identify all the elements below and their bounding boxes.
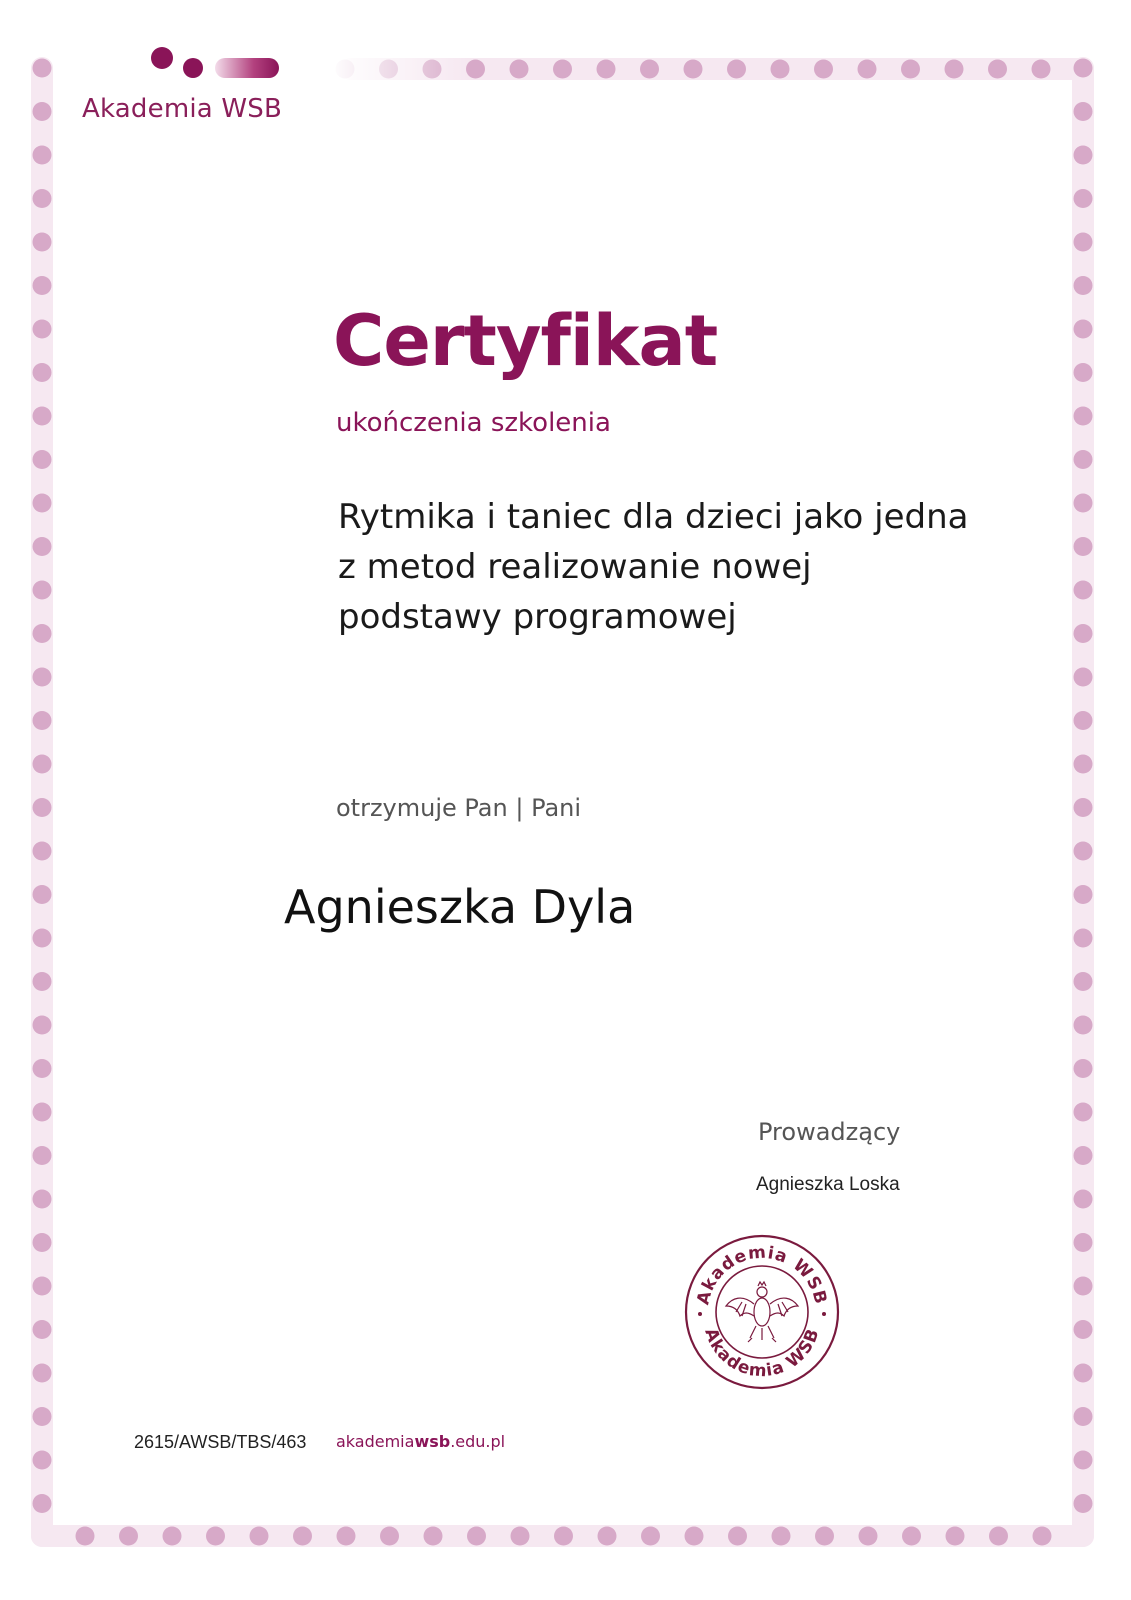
border-dot	[685, 1527, 704, 1546]
border-dot	[1074, 407, 1093, 426]
border-dot	[1074, 1016, 1093, 1035]
border-dot	[1074, 1103, 1093, 1122]
course-title	[338, 492, 1018, 642]
instructor-label: Prowadzący	[758, 1118, 901, 1146]
border-dot	[858, 60, 877, 79]
border-dot	[1074, 102, 1093, 121]
border-dot	[1074, 1190, 1093, 1209]
border-dot	[33, 1494, 52, 1513]
certificate-subtitle: ukończenia szkolenia	[336, 408, 611, 438]
course-title-line: z metod realizowanie nowej	[338, 547, 812, 587]
border-dot	[33, 1146, 52, 1165]
border-dot	[33, 537, 52, 556]
border-dot	[1074, 1320, 1093, 1339]
border-dot	[76, 1527, 95, 1546]
border-dot	[424, 1527, 443, 1546]
course-title-line: podstawy programowej	[338, 597, 737, 637]
border-dot	[772, 1527, 791, 1546]
border-dot	[1074, 668, 1093, 687]
border-dot	[1074, 929, 1093, 948]
border-dot	[641, 1527, 660, 1546]
border-dot	[902, 1527, 921, 1546]
border-dot	[1074, 1146, 1093, 1165]
border-dot	[814, 60, 833, 79]
border-dot	[33, 1277, 52, 1296]
course-title-line: Rytmika i taniec dla dzieci jako jedna	[338, 497, 969, 537]
border-dot	[33, 1451, 52, 1470]
border-dot	[684, 60, 703, 79]
border-dot	[1074, 1059, 1093, 1078]
border-dot	[119, 1527, 138, 1546]
border-dot	[293, 1527, 312, 1546]
border-dot	[33, 1407, 52, 1426]
border-dot	[1074, 798, 1093, 817]
border-dot	[250, 1527, 269, 1546]
border-dot	[33, 1059, 52, 1078]
border-dot	[1074, 363, 1093, 382]
border-dot	[337, 1527, 356, 1546]
border-dot	[33, 972, 52, 991]
border-dot	[989, 1527, 1008, 1546]
border-dot	[597, 60, 616, 79]
border-dot	[206, 1527, 225, 1546]
border-dot	[1074, 885, 1093, 904]
logo-dot-1	[151, 47, 173, 69]
border-dot	[33, 1016, 52, 1035]
border-dot	[163, 1527, 182, 1546]
border-dot	[33, 624, 52, 643]
border-dot	[33, 189, 52, 208]
border-dot	[380, 1527, 399, 1546]
border-dot	[1074, 59, 1093, 78]
border-dot	[510, 60, 529, 79]
eagle-emblem-icon	[726, 1282, 798, 1342]
border-dot	[1032, 60, 1051, 79]
border-dot	[33, 59, 52, 78]
border-dot	[33, 842, 52, 861]
border-dot	[33, 1190, 52, 1209]
logo-bar	[215, 58, 279, 78]
border-dot	[1074, 276, 1093, 295]
border-dot	[1074, 711, 1093, 730]
certificate-title: Certyfikat	[333, 300, 718, 382]
border-dot	[33, 494, 52, 513]
border-dot	[901, 60, 920, 79]
border-dot	[771, 60, 790, 79]
border-dot	[33, 1364, 52, 1383]
border-dot	[1074, 233, 1093, 252]
seal-bottom-text: Akademia WSB	[700, 1325, 824, 1382]
border-dot	[1074, 320, 1093, 339]
border-dot	[727, 60, 746, 79]
border-dot	[1074, 972, 1093, 991]
seal-top-text: Akademia WSB	[693, 1242, 831, 1307]
border-dot	[33, 668, 52, 687]
logo-dot-2	[183, 58, 203, 78]
border-dot	[598, 1527, 617, 1546]
border-dot	[33, 363, 52, 382]
border-dot	[859, 1527, 878, 1546]
border-dot	[33, 798, 52, 817]
website-suffix: .edu.pl	[450, 1432, 506, 1451]
border-dot	[33, 581, 52, 600]
border-dot	[467, 1527, 486, 1546]
border-dot	[1074, 537, 1093, 556]
border-dot	[553, 60, 572, 79]
border-dot	[1074, 842, 1093, 861]
border-dot	[1074, 1233, 1093, 1252]
border-dot	[33, 1233, 52, 1252]
border-dot	[640, 60, 659, 79]
border-dot	[33, 1320, 52, 1339]
border-dot	[511, 1527, 530, 1546]
border-dot	[1074, 1494, 1093, 1513]
border-dot	[1074, 1364, 1093, 1383]
website-bold: wsb	[414, 1432, 451, 1451]
border-dot	[1074, 146, 1093, 165]
border-dot	[1074, 1277, 1093, 1296]
border-dot	[33, 755, 52, 774]
border-dot	[33, 320, 52, 339]
border-dot	[33, 233, 52, 252]
border-dot	[1074, 189, 1093, 208]
border-dot	[33, 450, 52, 469]
website-link[interactable]	[336, 1432, 505, 1451]
logo-mark	[151, 47, 279, 78]
border-dot	[1074, 1451, 1093, 1470]
border-dot	[1074, 494, 1093, 513]
border-dot	[33, 146, 52, 165]
border-dot	[33, 102, 52, 121]
instructor-name: Agnieszka Loska	[756, 1174, 900, 1195]
border-dot	[33, 276, 52, 295]
logo-text: Akademia WSB	[82, 94, 283, 124]
border-dot	[988, 60, 1007, 79]
border-dot	[33, 885, 52, 904]
border-dot	[945, 60, 964, 79]
border-dot	[33, 929, 52, 948]
border-dot	[728, 1527, 747, 1546]
top-border-fade	[330, 55, 470, 83]
border-dot	[1074, 581, 1093, 600]
border-dot	[946, 1527, 965, 1546]
official-seal	[682, 1232, 842, 1392]
website-prefix: akademia	[336, 1432, 415, 1451]
border-dot	[33, 1103, 52, 1122]
border-dot	[1074, 624, 1093, 643]
recipient-name: Agnieszka Dyla	[284, 880, 636, 934]
border-dot	[1074, 450, 1093, 469]
border-dot	[554, 1527, 573, 1546]
border-dot	[33, 711, 52, 730]
border-dot	[815, 1527, 834, 1546]
certificate-number: 2615/AWSB/TBS/463	[134, 1432, 307, 1452]
border-dot	[1074, 755, 1093, 774]
receives-label: otrzymuje Pan | Pani	[336, 794, 582, 822]
border-dot	[1033, 1527, 1052, 1546]
border-dot	[1074, 1407, 1093, 1426]
border-dot	[33, 407, 52, 426]
